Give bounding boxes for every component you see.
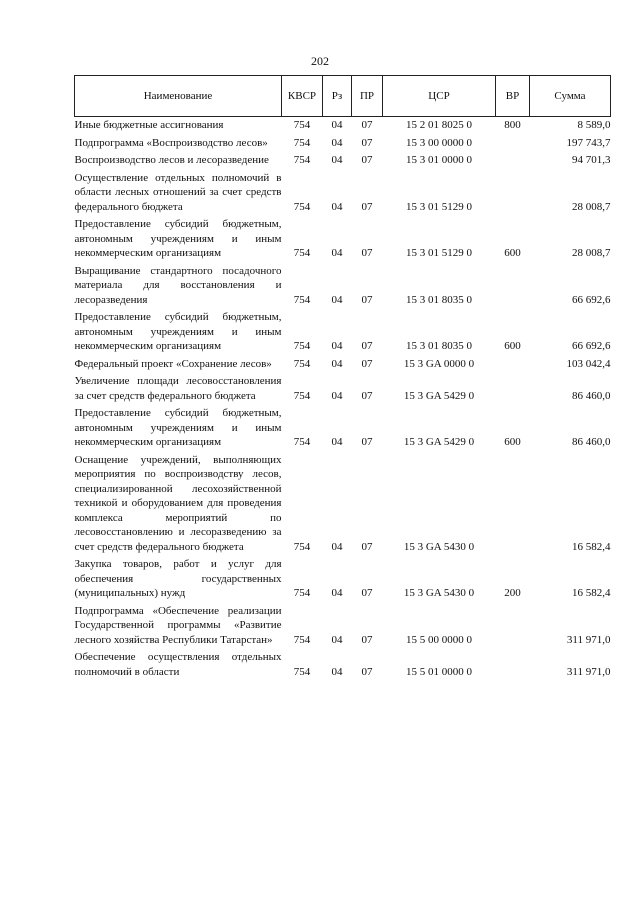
row-csr: 15 3 00 0000 0 xyxy=(406,136,472,149)
table-row xyxy=(75,263,611,310)
row-pr: 07 xyxy=(361,665,373,678)
row-name: Обеспечение осуществления отдельных полномочий в области xyxy=(74,651,282,678)
row-pr: 07 xyxy=(361,200,373,213)
row-pr: 07 xyxy=(361,587,373,599)
row-vr xyxy=(496,170,530,217)
row-pr: 07 xyxy=(361,154,373,166)
row-pr: 07 xyxy=(361,293,373,306)
header-vr: ВР xyxy=(496,76,530,117)
row-name: Предоставление субсидий бюджетным, автономным учреждениям и иным некоммерческим организациям xyxy=(74,218,282,259)
header-csr: ЦСР xyxy=(383,76,496,117)
row-name: Оснащение учреждений, выполняющих мероприятия по воспроизводству лесов, специализированной лесохозяйственной техникой и оборудованием для проведения комплекса мероприятий по лесовосстановлению и лесоразведению за счет средств федерального бюджета xyxy=(74,453,282,553)
row-kvsr: 754 xyxy=(293,247,311,259)
row-kvsr: 754 xyxy=(293,665,311,678)
budget-table xyxy=(74,75,611,681)
row-vr xyxy=(496,152,530,170)
row-rz: 04 xyxy=(331,247,343,259)
row-vr xyxy=(496,263,530,310)
row-kvsr: 754 xyxy=(293,340,311,352)
row-sum: 311 971,0 xyxy=(566,665,611,678)
row-rz: 04 xyxy=(331,200,343,213)
row-vr xyxy=(496,356,530,374)
row-rz: 04 xyxy=(331,119,343,131)
row-kvsr: 754 xyxy=(293,154,311,166)
row-rz: 04 xyxy=(331,665,343,678)
row-pr: 07 xyxy=(361,633,373,646)
table-row xyxy=(75,309,611,356)
row-vr: 800 xyxy=(504,119,521,131)
header-name: Наименование xyxy=(75,76,282,117)
table-header-row xyxy=(75,76,611,117)
table-row xyxy=(75,556,611,603)
row-vr xyxy=(496,603,530,650)
row-sum: 16 582,4 xyxy=(572,587,611,599)
row-rz: 04 xyxy=(331,293,343,306)
table-row xyxy=(75,452,611,557)
row-vr xyxy=(496,649,530,681)
row-rz: 04 xyxy=(331,357,343,370)
row-pr: 07 xyxy=(361,389,373,402)
table-row xyxy=(75,373,611,405)
row-kvsr: 754 xyxy=(293,357,311,370)
row-rz: 04 xyxy=(331,136,343,149)
row-csr: 15 5 00 0000 0 xyxy=(406,633,472,646)
row-rz: 04 xyxy=(331,540,343,553)
row-sum: 86 460,0 xyxy=(572,436,611,448)
row-rz: 04 xyxy=(331,389,343,402)
row-pr: 07 xyxy=(361,247,373,259)
row-vr xyxy=(496,135,530,153)
row-csr: 15 3 01 0000 0 xyxy=(406,154,472,166)
row-kvsr: 754 xyxy=(293,136,311,149)
row-sum: 311 971,0 xyxy=(566,633,611,646)
row-pr: 07 xyxy=(361,540,373,553)
header-sum: Сумма xyxy=(530,76,611,117)
row-vr: 600 xyxy=(504,436,521,448)
row-sum: 86 460,0 xyxy=(572,389,611,402)
header-rz: Рз xyxy=(323,76,352,117)
row-kvsr: 754 xyxy=(293,119,311,131)
row-name: Выращивание стандартного посадочного материала для восстановления и лесоразведения xyxy=(74,264,282,306)
row-vr xyxy=(496,373,530,405)
table-row xyxy=(75,603,611,650)
row-name: Федеральный проект «Сохранение лесов» xyxy=(74,357,272,370)
row-csr: 15 3 GA 0000 0 xyxy=(403,357,475,370)
row-sum: 94 701,3 xyxy=(572,154,611,166)
row-csr: 15 3 01 8035 0 xyxy=(406,340,472,352)
table-row xyxy=(75,405,611,452)
row-csr: 15 3 01 5129 0 xyxy=(406,200,472,213)
row-pr: 07 xyxy=(361,136,373,149)
row-vr: 200 xyxy=(504,587,521,599)
row-kvsr: 754 xyxy=(293,540,311,553)
row-name: Воспроизводство лесов и лесоразведение xyxy=(74,154,269,166)
row-sum: 8 589,0 xyxy=(577,119,611,131)
table-row xyxy=(75,356,611,374)
row-pr: 07 xyxy=(361,436,373,448)
row-sum: 28 008,7 xyxy=(572,200,611,213)
page-number: 202 xyxy=(311,54,329,68)
row-rz: 04 xyxy=(331,436,343,448)
table-row xyxy=(75,152,611,170)
row-rz: 04 xyxy=(331,587,343,599)
row-kvsr: 754 xyxy=(293,436,311,448)
row-csr: 15 3 GA 5429 0 xyxy=(403,436,475,448)
table-row xyxy=(75,117,611,135)
row-name: Осуществление отдельных полномочий в области лесных отношений за счет средств федерального бюджета xyxy=(74,171,282,213)
row-pr: 07 xyxy=(361,357,373,370)
row-rz: 04 xyxy=(331,154,343,166)
row-kvsr: 754 xyxy=(293,200,311,213)
row-sum: 103 042,4 xyxy=(566,357,611,370)
header-kvsr: КВСР xyxy=(282,76,323,117)
row-csr: 15 3 01 8035 0 xyxy=(406,293,472,306)
row-kvsr: 754 xyxy=(293,587,311,599)
row-kvsr: 754 xyxy=(293,389,311,402)
row-csr: 15 5 01 0000 0 xyxy=(406,665,472,678)
row-kvsr: 754 xyxy=(293,293,311,306)
row-csr: 15 3 GA 5430 0 xyxy=(403,587,475,599)
table-row xyxy=(75,135,611,153)
table-row xyxy=(75,170,611,217)
row-kvsr: 754 xyxy=(293,633,311,646)
row-name: Предоставление субсидий бюджетным, автономным учреждениям и иным некоммерческим организациям xyxy=(74,407,282,448)
row-name: Предоставление субсидий бюджетным, автономным учреждениям и иным некоммерческим организациям xyxy=(74,311,282,352)
row-name: Закупка товаров, работ и услуг для обеспечения государственных (муниципальных) нужд xyxy=(74,558,282,599)
row-csr: 15 2 01 8025 0 xyxy=(406,119,472,131)
row-rz: 04 xyxy=(331,633,343,646)
row-sum: 16 582,4 xyxy=(572,540,611,553)
row-sum: 66 692,6 xyxy=(572,340,611,352)
row-csr: 15 3 GA 5430 0 xyxy=(403,540,475,553)
row-vr: 600 xyxy=(504,340,521,352)
row-sum: 66 692,6 xyxy=(572,293,611,306)
row-pr: 07 xyxy=(361,119,373,131)
table-row xyxy=(75,649,611,681)
row-csr: 15 3 GA 5429 0 xyxy=(403,389,475,402)
row-sum: 197 743,7 xyxy=(566,136,611,149)
row-name: Подпрограмма «Воспроизводство лесов» xyxy=(74,136,268,149)
row-sum: 28 008,7 xyxy=(572,247,611,259)
table-row xyxy=(75,216,611,263)
row-rz: 04 xyxy=(331,340,343,352)
row-pr: 07 xyxy=(361,340,373,352)
row-vr xyxy=(496,452,530,557)
row-name: Подпрограмма «Обеспечение реализации Государственной программы «Развитие лесного хозяйства Республики Татарстан» xyxy=(74,604,282,646)
row-csr: 15 3 01 5129 0 xyxy=(406,247,472,259)
header-pr: ПР xyxy=(352,76,383,117)
row-name: Иные бюджетные ассигнования xyxy=(74,119,224,131)
row-name: Увеличение площади лесовосстановления за счет средств федерального бюджета xyxy=(74,375,282,402)
row-vr: 600 xyxy=(504,247,521,259)
